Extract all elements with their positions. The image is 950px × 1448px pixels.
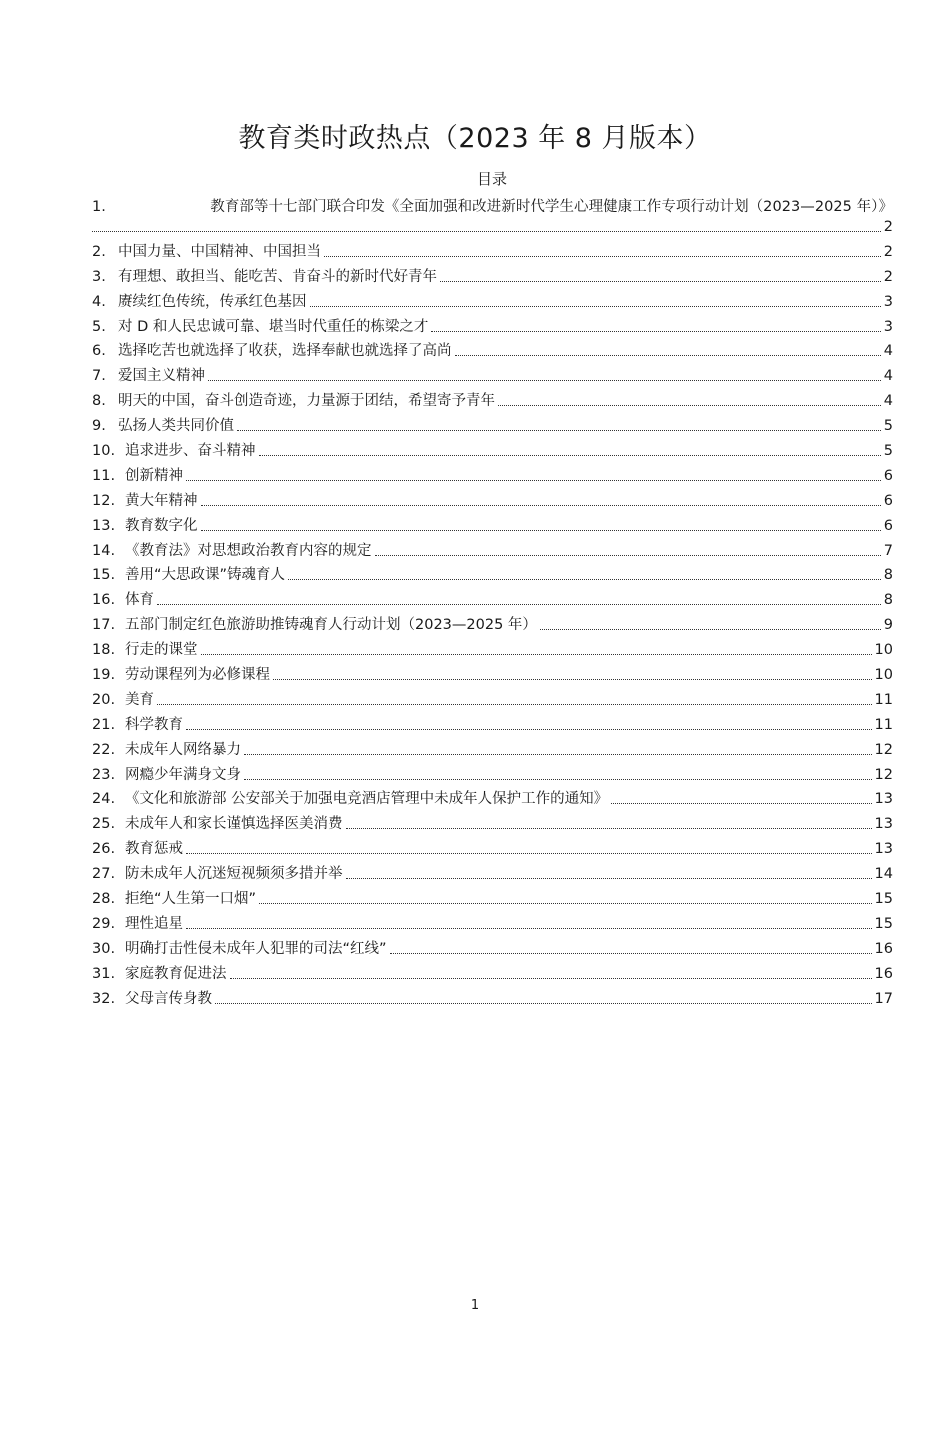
toc-entry-number: 7. bbox=[92, 368, 106, 385]
toc-entry-number: 2. bbox=[92, 243, 106, 260]
toc-leader-dots bbox=[186, 928, 872, 929]
toc-leader-dots bbox=[375, 555, 881, 556]
toc-entry[interactable] bbox=[92, 659, 893, 684]
toc-leader-dots bbox=[288, 579, 881, 580]
toc-entry-title: 赓续红色传统，传承红色基因 bbox=[118, 293, 307, 310]
toc-entry[interactable] bbox=[92, 808, 893, 833]
toc-leader-dots bbox=[455, 355, 881, 356]
toc-leader-dots bbox=[186, 729, 872, 730]
toc-entry[interactable] bbox=[92, 261, 893, 286]
toc-entry[interactable] bbox=[92, 958, 893, 983]
toc-entry-number: 13. bbox=[92, 517, 116, 534]
toc-entry-number: 9. bbox=[92, 418, 106, 435]
toc-entry[interactable] bbox=[92, 435, 893, 460]
toc-leader-dots bbox=[244, 754, 872, 755]
toc-leader-dots bbox=[431, 331, 880, 332]
toc-entry-number: 20. bbox=[92, 691, 116, 708]
toc-leader-dots bbox=[310, 306, 881, 307]
toc-entry-number: 18. bbox=[92, 642, 116, 659]
toc-entry-title: 五部门制定红色旅游助推铸魂育人行动计划（2023—2025 年） bbox=[125, 617, 537, 634]
toc-entry-number: 28. bbox=[92, 891, 116, 908]
toc-entry-title: 网瘾少年满身文身 bbox=[125, 766, 241, 783]
toc-entry-page: 6 bbox=[883, 492, 893, 509]
toc-entry[interactable] bbox=[92, 485, 893, 510]
toc-entry-page: 13 bbox=[874, 816, 893, 833]
toc-entry-title: 行走的课堂 bbox=[125, 642, 198, 659]
toc-entry-title: 家庭教育促进法 bbox=[125, 965, 227, 982]
toc-entry-page: 12 bbox=[874, 766, 893, 783]
toc-entry-number: 15. bbox=[92, 567, 116, 584]
toc-entry-page: 6 bbox=[883, 467, 893, 484]
toc-entry-page: 2 bbox=[883, 268, 893, 285]
toc-entry[interactable] bbox=[92, 336, 893, 361]
toc-entry-title: 防未成年人沉迷短视频须多措并举 bbox=[125, 866, 343, 883]
toc-entry-page: 5 bbox=[883, 443, 893, 460]
toc-entry-title: 美育 bbox=[125, 691, 154, 708]
toc-heading: 目录 bbox=[476, 170, 507, 188]
toc-entry-title: 《教育法》对思想政治教育内容的规定 bbox=[125, 542, 372, 559]
toc-entry-page: 15 bbox=[874, 915, 893, 932]
toc-entry-page: 4 bbox=[883, 343, 893, 360]
toc-entry-number: 1. bbox=[92, 199, 106, 215]
toc-entry[interactable] bbox=[92, 858, 893, 883]
toc-entry-page: 10 bbox=[874, 667, 893, 684]
document-title: 教育类时政热点（2023 年 8 月版本） bbox=[238, 123, 712, 154]
toc-entry-number: 25. bbox=[92, 816, 116, 833]
toc-entry-number: 26. bbox=[92, 841, 116, 858]
toc-entry-number: 14. bbox=[92, 542, 116, 559]
toc-entry-number: 19. bbox=[92, 667, 116, 684]
toc-entry-title: 教育惩戒 bbox=[125, 841, 183, 858]
toc-leader-dots bbox=[244, 779, 872, 780]
toc-leader-dots bbox=[201, 530, 881, 531]
toc-leader-dots bbox=[440, 281, 881, 282]
toc-leader-dots bbox=[208, 380, 881, 381]
toc-entry[interactable] bbox=[92, 560, 893, 585]
toc-leader-dots bbox=[259, 903, 872, 904]
toc-leader-dots bbox=[215, 1003, 872, 1004]
toc-entry-number: 11. bbox=[92, 467, 116, 484]
toc-entry-title: 未成年人网络暴力 bbox=[125, 741, 241, 758]
toc-leader-dots bbox=[346, 878, 872, 879]
toc-entry-page: 16 bbox=[874, 965, 893, 982]
toc-entry-title: 追求进步、奋斗精神 bbox=[125, 443, 256, 460]
toc-entry-number: 32. bbox=[92, 990, 116, 1007]
toc-entry-title: 教育部等十七部门联合印发《全面加强和改进新时代学生心理健康工作专项行动计划（2023—2025 年）》 bbox=[210, 199, 893, 215]
toc-entry-number: 4. bbox=[92, 293, 106, 310]
toc-entry-page: 11 bbox=[874, 691, 893, 708]
toc-entry-title: 有理想、敢担当、能吃苦、肯奋斗的新时代好青年 bbox=[118, 268, 437, 285]
toc-entry[interactable] bbox=[92, 908, 893, 933]
toc-entry[interactable] bbox=[92, 784, 893, 809]
toc-entry-title: 黄大年精神 bbox=[125, 492, 198, 509]
toc-entry-title: 对 D 和人民忠诚可靠、堪当时代重任的栋梁之才 bbox=[118, 318, 429, 335]
toc-entry-title: 明天的中国，奋斗创造奇迹，力量源于团结，希望寄予青年 bbox=[118, 393, 495, 410]
toc-entry-title: 选择吃苦也就选择了收获，选择奉献也就选择了高尚 bbox=[118, 343, 452, 360]
toc-entry-number: 22. bbox=[92, 741, 116, 758]
toc-entry-page: 10 bbox=[874, 642, 893, 659]
toc-entry-page: 8 bbox=[883, 567, 893, 584]
toc-entry-title: 弘扬人类共同价值 bbox=[118, 418, 234, 435]
toc-entry-title: 科学教育 bbox=[125, 716, 183, 733]
toc-entry-number: 29. bbox=[92, 915, 116, 932]
toc-entry-page: 9 bbox=[883, 617, 893, 634]
toc-leader-dots bbox=[186, 853, 872, 854]
toc-entry-number: 10. bbox=[92, 443, 116, 460]
toc-leader-dots bbox=[230, 978, 872, 979]
toc-entry-number: 5. bbox=[92, 318, 106, 335]
toc-entry-title: 劳动课程列为必修课程 bbox=[125, 667, 270, 684]
toc-leader-dots bbox=[259, 455, 881, 456]
toc-entry-page: 2 bbox=[883, 243, 893, 260]
toc-entry-number: 17. bbox=[92, 617, 116, 634]
toc-leader-dots bbox=[201, 654, 872, 655]
toc-entry-number: 30. bbox=[92, 940, 116, 957]
toc-entry[interactable] bbox=[92, 933, 893, 958]
toc-entry-title: 创新精神 bbox=[125, 467, 183, 484]
toc-entry[interactable] bbox=[92, 535, 893, 560]
toc-entry-page: 4 bbox=[883, 368, 893, 385]
toc-entry-number: 6. bbox=[92, 343, 106, 360]
toc-entry-page: 3 bbox=[883, 293, 893, 310]
toc-entry-page: 14 bbox=[874, 866, 893, 883]
toc-leader-dots bbox=[237, 430, 881, 431]
toc-entry-title: 教育数字化 bbox=[125, 517, 198, 534]
toc-entry-title: 父母言传身教 bbox=[125, 990, 212, 1007]
toc-entry[interactable] bbox=[92, 410, 893, 435]
toc-entry-title: 善用“大思政课”铸魂育人 bbox=[125, 567, 286, 584]
toc-entry-title: 爱国主义精神 bbox=[118, 368, 205, 385]
toc-entry-page: 7 bbox=[883, 542, 893, 559]
toc-leader-dots bbox=[540, 629, 881, 630]
toc-entry-title: 明确打击性侵未成年人犯罪的司法“红线” bbox=[125, 940, 387, 957]
toc-entry-number: 8. bbox=[92, 393, 106, 410]
toc-entry-title: 理性追星 bbox=[125, 915, 183, 932]
toc-entry-page: 2 bbox=[883, 219, 893, 235]
toc-entry[interactable] bbox=[92, 833, 893, 858]
table-of-contents bbox=[92, 198, 893, 1008]
toc-entry-number: 31. bbox=[92, 965, 116, 982]
toc-entry[interactable] bbox=[92, 236, 893, 261]
toc-leader-dots bbox=[273, 679, 872, 680]
toc-entry[interactable] bbox=[92, 883, 893, 908]
toc-leader-dots bbox=[186, 480, 881, 481]
toc-entry-title: 拒绝“人生第一口烟” bbox=[125, 891, 257, 908]
toc-entry[interactable] bbox=[92, 634, 893, 659]
toc-entry-number: 27. bbox=[92, 866, 116, 883]
toc-entry[interactable] bbox=[92, 734, 893, 759]
toc-leader-dots bbox=[157, 604, 881, 605]
toc-entry[interactable] bbox=[92, 198, 893, 236]
toc-entry[interactable] bbox=[92, 759, 893, 784]
toc-entry-title: 体育 bbox=[125, 592, 154, 609]
toc-entry-page: 5 bbox=[883, 418, 893, 435]
toc-leader-dots bbox=[157, 704, 872, 705]
toc-entry-page: 11 bbox=[874, 716, 893, 733]
toc-entry-number: 21. bbox=[92, 716, 116, 733]
toc-entry-title: 《文化和旅游部 公安部关于加强电竞酒店管理中未成年人保护工作的通知》 bbox=[125, 791, 609, 808]
toc-entry[interactable] bbox=[92, 510, 893, 535]
toc-entry[interactable] bbox=[92, 311, 893, 336]
toc-entry-page: 13 bbox=[874, 841, 893, 858]
toc-entry-page: 8 bbox=[883, 592, 893, 609]
toc-entry-number: 12. bbox=[92, 492, 116, 509]
toc-entry-number: 3. bbox=[92, 268, 106, 285]
toc-entry[interactable] bbox=[92, 609, 893, 634]
toc-entry[interactable] bbox=[92, 983, 893, 1008]
toc-entry-page: 12 bbox=[874, 741, 893, 758]
page-number: 1 bbox=[470, 1298, 480, 1313]
toc-leader-dots bbox=[324, 256, 881, 257]
toc-entry-page: 15 bbox=[874, 891, 893, 908]
toc-entry-page: 6 bbox=[883, 517, 893, 534]
toc-entry[interactable] bbox=[92, 684, 893, 709]
toc-entry[interactable] bbox=[92, 709, 893, 734]
toc-entry-number: 23. bbox=[92, 766, 116, 783]
toc-entry[interactable] bbox=[92, 286, 893, 311]
toc-entry-page: 3 bbox=[883, 318, 893, 335]
toc-leader-dots bbox=[92, 231, 881, 232]
toc-entry-page: 13 bbox=[874, 791, 893, 808]
toc-entry-title: 中国力量、中国精神、中国担当 bbox=[118, 243, 321, 260]
toc-leader-dots bbox=[611, 803, 871, 804]
toc-leader-dots bbox=[498, 405, 881, 406]
toc-leader-dots bbox=[390, 953, 872, 954]
toc-leader-dots bbox=[346, 828, 872, 829]
toc-entry-page: 16 bbox=[874, 940, 893, 957]
toc-entry[interactable] bbox=[92, 584, 893, 609]
toc-entry[interactable] bbox=[92, 385, 893, 410]
toc-entry[interactable] bbox=[92, 460, 893, 485]
toc-entry-title: 未成年人和家长谨慎选择医美消费 bbox=[125, 816, 343, 833]
toc-leader-dots bbox=[201, 505, 881, 506]
toc-entry-number: 24. bbox=[92, 791, 116, 808]
toc-entry-page: 4 bbox=[883, 393, 893, 410]
toc-entry-page: 17 bbox=[874, 990, 893, 1007]
toc-entry[interactable] bbox=[92, 360, 893, 385]
toc-entry-number: 16. bbox=[92, 592, 116, 609]
